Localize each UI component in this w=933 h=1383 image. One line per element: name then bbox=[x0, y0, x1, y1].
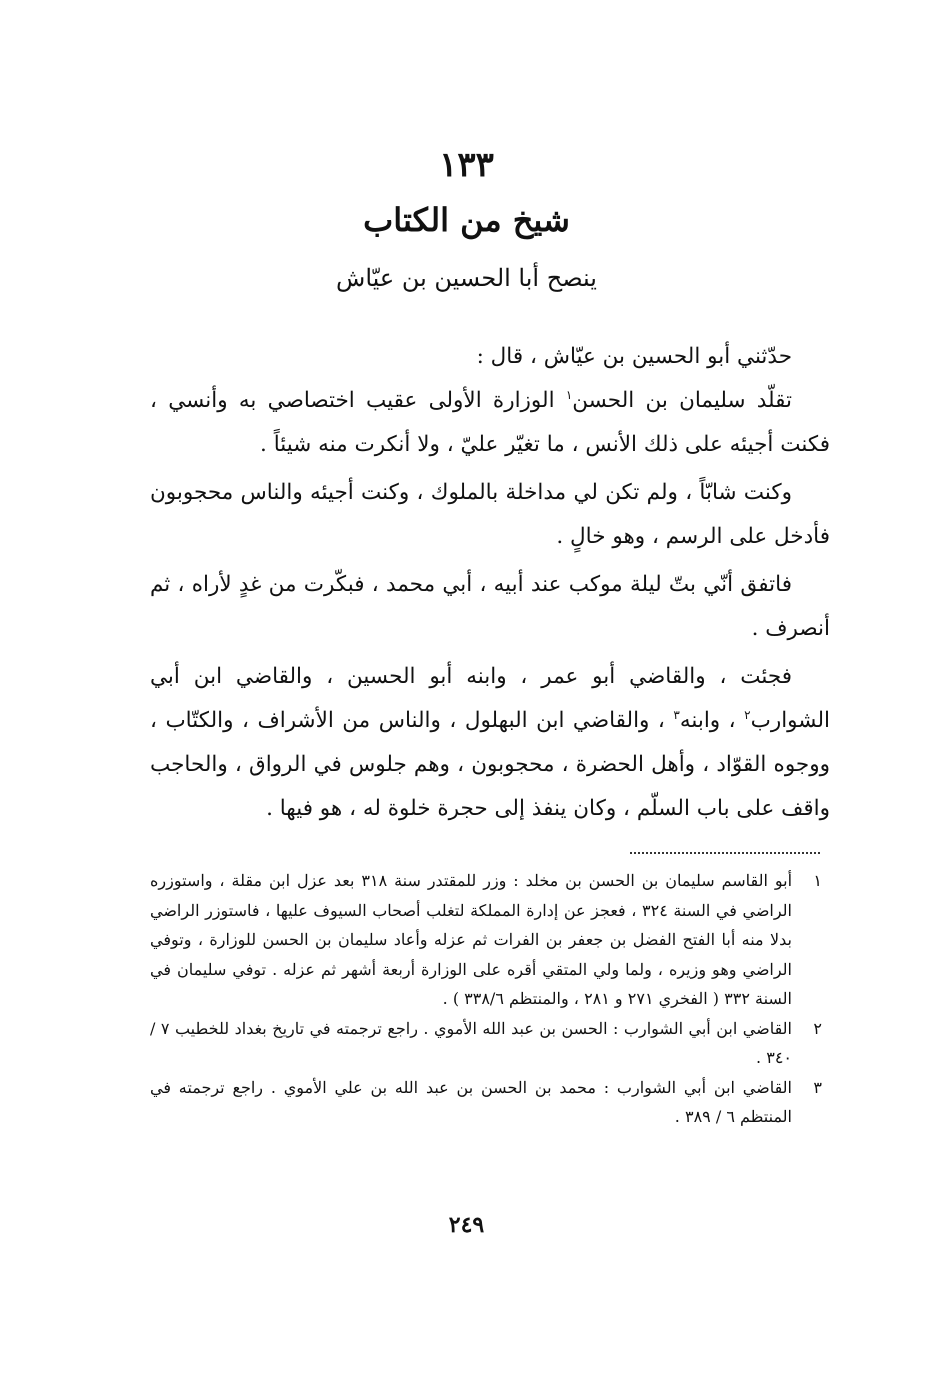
footnote-separator bbox=[630, 852, 820, 854]
footnote-text: القاضي ابن أبي الشوارب : الحسن بن عبد الله الأموي . راجع ترجمته في تاريخ بغداد للخطيب ٧ / ٣٤٠ . bbox=[150, 1018, 793, 1067]
paragraph-2 bbox=[150, 379, 830, 467]
chapter-subtitle: ينصح أبا الحسين بن عيّاش bbox=[336, 264, 597, 292]
body-text bbox=[150, 335, 830, 831]
footnote-marker-3: ٣ bbox=[673, 707, 680, 722]
paragraph-5 bbox=[150, 655, 830, 831]
footnote-1 bbox=[150, 866, 830, 1014]
footnote-number: ١ bbox=[813, 871, 822, 890]
paragraph-5-part-b: ، وابنه bbox=[679, 708, 745, 733]
paragraph-2-part-b: الوزارة الأولى عقيب اختصاصي به وأنسي ، فكنت أجيئه على ذلك الأنس ، ما تغيّر عليّ ، ولا أنكرت منه شيئاً . bbox=[150, 388, 830, 457]
footnote-text: القاضي ابن أبي الشوارب : محمد بن الحسن بن عبد الله بن علي الأموي . راجع ترجمته في المنتظم ٦ / ٣٨٩ . bbox=[150, 1077, 792, 1126]
footnote-number: ٢ bbox=[813, 1018, 822, 1038]
footnote-2 bbox=[150, 1014, 830, 1073]
footnotes bbox=[150, 866, 830, 1132]
chapter-number: ١٣٣ bbox=[439, 145, 494, 185]
paragraph-2-part-a: تقلّد سليمان بن الحسن bbox=[572, 388, 792, 413]
footnote-marker-1: ١ bbox=[565, 387, 573, 402]
page-number: ٢٤٩ bbox=[448, 1212, 485, 1238]
paragraph-5-part-c: ، والقاضي ابن البهلول ، والناس من الأشراف ، والكتّاب ، ووجوه القوّاد ، وأهل الحضرة ، محجوبون ، وهم جلوس في الرواق ، والحاجب واقف على باب السلّم ، وكان ينفذ إلى حجرة خلوة له ، هو فيها . bbox=[150, 708, 830, 821]
paragraph-5-part-a: فجئت ، والقاضي أبو عمر ، وابنه أبو الحسين ، والقاضي ابن أبي الشوارب bbox=[150, 664, 830, 733]
paragraph-3: وكنت شابّاً ، ولم تكن لي مداخلة بالملوك ، وكنت أجيئه والناس محجوبون فأدخل على الرسم ، وهو خالٍ . bbox=[150, 480, 830, 549]
footnote-number: ٣ bbox=[813, 1077, 822, 1097]
footnote-text: أبو القاسم سليمان بن الحسن بن مخلد : وزر للمقتدر سنة ٣١٨ بعد عزل ابن مقلة ، واستوزره الراضي في السنة ٣٢٤ ، فعجز عن إدارة المملكة لتغلب أصحاب السيوف عليها ، فاستوزر الراضي بدلا منه أبا الفتح الفضل بن جعفر بن الفرات ثم عزله وأعاد سليمان بن الحسن للوزارة ، وتوفي الراضي وهو وزيره ، ولما ولي المتقي أقره على الوزارة أربعة أشهر ثم عزله . توفي سليمان في السنة ٣٣٢ ( الفخري ٢٧١ و ٢٨١ ، والمنتظم ٣٣٨/٦ ) . bbox=[150, 871, 793, 1008]
chapter-title: شيخ من الكتاب bbox=[363, 201, 570, 239]
paragraph-1: حدّثني أبو الحسين بن عيّاش ، قال : bbox=[476, 344, 792, 369]
footnote-3 bbox=[150, 1073, 830, 1132]
paragraph-4: فاتفق أنّي بتّ ليلة موكب عند أبيه ، أبي محمد ، فبكّرت من غدٍ لأراه ، ثم أنصرف . bbox=[150, 572, 830, 641]
footnote-marker-2: ٢ bbox=[744, 707, 751, 722]
